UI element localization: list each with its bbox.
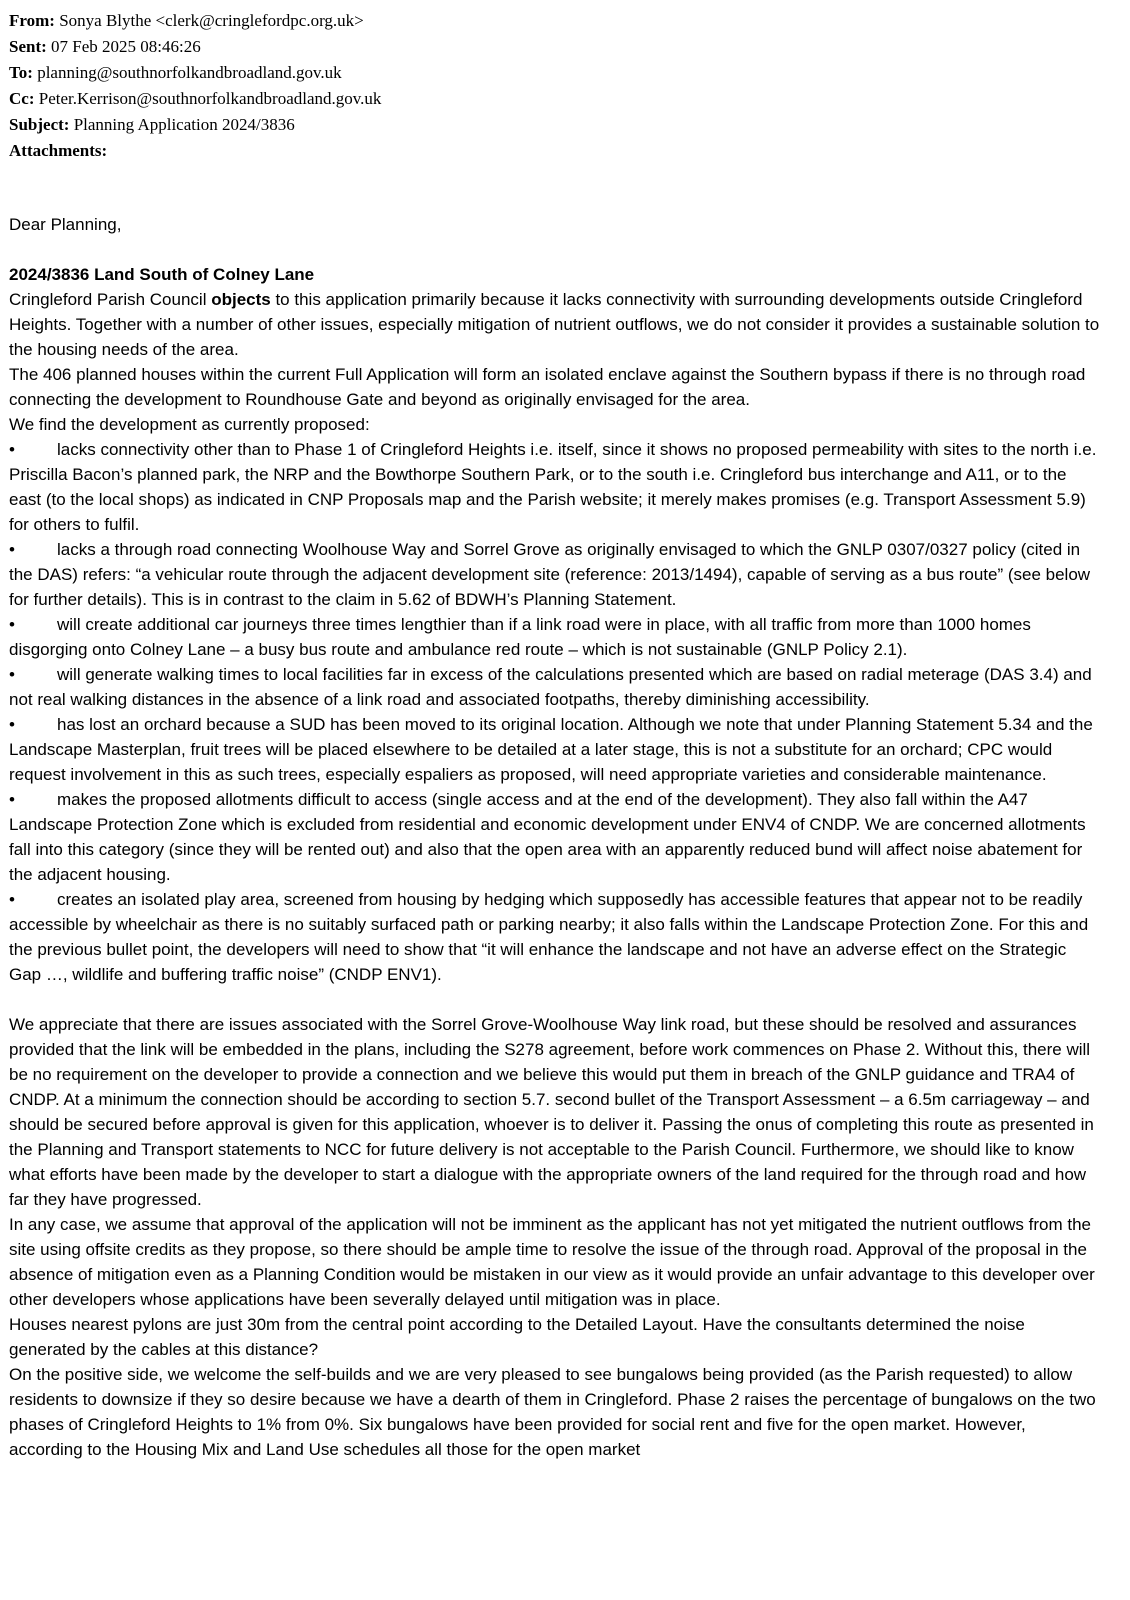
field-value: 07 Feb 2025 08:46:26 bbox=[51, 37, 201, 56]
paragraph-text: to this application primarily because it lacks connectivity with surrounding developments outside Cringleford Heights. Together with a number of other issues, especially mitigation of nutrient outflows, we do not consider it provides a sustainable solution to the housing needs of the area. bbox=[9, 290, 1100, 359]
field-value: Planning Application 2024/3836 bbox=[73, 115, 295, 134]
bullet-item-connectivity: • lacks connectivity other than to Phase 1 of Cringleford Heights i.e. itself, since it shows no proposed permeability with sites to the north i.e. Priscilla Bacon’s planned park, the NRP and the Bowthorpe Southern Park, or to the south i.e. Cringleford bus interchange and A11, or to the east (to the local shops) as indicated in CNP Proposals map and the Parish website; it merely makes promises (e.g. Transport Assessment 5.9) for others to fulfil. bbox=[9, 437, 1100, 537]
bullet-item-through-road: • lacks a through road connecting Woolhouse Way and Sorrel Grove as originally envisaged to which the GNLP 0307/0327 policy (cited in the DAS) refers: “a vehicular route through the adjacent development site (reference: 2013/1494), capable of serving as a bus route” (see below for further details). This is in contrast to the claim in 5.62 of BDWH’s Planning Statement. bbox=[9, 537, 1100, 612]
email-header-field-from bbox=[9, 8, 1100, 34]
email-header-field-attachments bbox=[9, 138, 1100, 164]
email-header bbox=[0, 0, 1130, 164]
mitigation-paragraph: In any case, we assume that approval of the application will not be imminent as the applicant has not yet mitigated the nutrient outflows from the site using offsite credits as they propose, so there should be ample time to resolve the issue of the through road. Approval of the proposal in the absence of mitigation even as a Planning Condition would be mistaken in our view as it would provide an unfair advantage to this developer over other developers whose applications have been severally delayed until mitigation was in place. bbox=[9, 1215, 1095, 1309]
blank-line bbox=[9, 237, 1100, 262]
positive-paragraph: On the positive side, we welcome the self-builds and we are very pleased to see bungalows being provided (as the Parish requested) to allow residents to downsize if they so desire because we have a dearth of them in Cringleford. Phase 2 raises the percentage of bungalows on the two phases of Cringleford Heights to 1% from 0%. Six bungalows have been provided for social rent and five for the open market. However, according to the Housing Mix and Land Use schedules all those for the open market bbox=[9, 1365, 1096, 1459]
email-header-field-to bbox=[9, 60, 1100, 86]
objects-bold-text: objects bbox=[211, 290, 271, 309]
link-road-paragraph: We appreciate that there are issues associated with the Sorrel Grove-Woolhouse Way link road, but these should be resolved and assurances provided that the link will be embedded in the plans, including the S278 agreement, before work commences on Phase 2. Without this, there will be no requirement on the developer to provide a connection and we believe this would put them in breach of the GNLP guidance and TRA4 of CNDP. At a minimum the connection should be according to section 5.7. second bullet of the Transport Assessment – a 6.5m carriageway – and should be secured before approval is given for this application, whoever is to deliver it. Passing the onus of completing this route as presented in the Planning and Transport statements to NCC for future delivery is not acceptable to the Parish Council. Furthermore, we should like to know what efforts have been made by the developer to start a dialogue with the appropriate owners of the land required for the through road and how far they have progressed. bbox=[9, 1015, 1094, 1209]
email-header-field-subject bbox=[9, 112, 1100, 138]
field-label: From: bbox=[9, 11, 55, 30]
pylons-paragraph: Houses nearest pylons are just 30m from the central point according to the Detailed Layout. Have the consultants determined the noise generated by the cables at this distance? bbox=[9, 1315, 1025, 1359]
field-value: Peter.Kerrison@southnorfolkandbroadland.gov.uk bbox=[38, 89, 382, 108]
application-heading: 2024/3836 Land South of Colney Lane bbox=[9, 265, 315, 284]
field-value: planning@southnorfolkandbroadland.gov.uk bbox=[37, 63, 342, 82]
bullet-item-car-journeys: • will create additional car journeys three times lengthier than if a link road were in place, with all traffic from more than 1000 homes disgorging onto Colney Lane – a busy bus route and ambulance red route – which is not sustainable (GNLP Policy 2.1). bbox=[9, 612, 1100, 662]
houses-paragraph: The 406 planned houses within the current Full Application will form an isolated enclave against the Southern bypass if there is no through road connecting the development to Roundhouse Gate and beyond as originally envisaged for the area. bbox=[9, 365, 1086, 409]
field-label: Cc: bbox=[9, 89, 35, 108]
objection-paragraph bbox=[9, 287, 1100, 362]
field-label: Sent: bbox=[9, 37, 47, 56]
email-body bbox=[0, 212, 1130, 1462]
email-header-field-cc bbox=[9, 86, 1100, 112]
email-header-field-sent bbox=[9, 34, 1100, 60]
bullet-item-allotments: • makes the proposed allotments difficult to access (single access and at the end of the development). They also fall within the A47 Landscape Protection Zone which is excluded from residential and economic development under ENV4 of CNDP. We are concerned allotments fall into this category (since they will be rented out) and also that the open area with an apparently reduced bund will affect noise abatement for the adjacent housing. bbox=[9, 787, 1100, 887]
paragraph-text: Cringleford Parish Council bbox=[9, 290, 212, 309]
field-label: To: bbox=[9, 63, 33, 82]
bullet-item-orchard: • has lost an orchard because a SUD has been moved to its original location. Although we note that under Planning Statement 5.34 and the Landscape Masterplan, fruit trees will be placed elsewhere to be detailed at a later stage, this is not a substitute for an orchard; CPC would request involvement in this as such trees, especially espaliers as proposed, will need appropriate varieties and considerable maintenance. bbox=[9, 712, 1100, 787]
bullet-item-walking-times: • will generate walking times to local facilities far in excess of the calculations presented which are based on radial meterage (DAS 3.4) and not real walking distances in the absence of a link road and associated footpaths, thereby diminishing accessibility. bbox=[9, 662, 1100, 712]
field-label: Attachments: bbox=[9, 141, 108, 160]
field-value: Sonya Blythe <clerk@cringlefordpc.org.uk> bbox=[59, 11, 364, 30]
field-label: Subject: bbox=[9, 115, 70, 134]
bullet-item-play-area: • creates an isolated play area, screened from housing by hedging which supposedly has accessible features that appear not to be readily accessible by wheelchair as there is no suitably surfaced path or parking nearby; it also falls within the Landscape Protection Zone. For this and the previous bullet point, the developers will need to show that “it will enhance the landscape and not have an adverse effect on the Strategic Gap …, wildlife and buffering traffic noise” (CNDP ENV1). bbox=[9, 887, 1100, 987]
bullets-intro-paragraph: We find the development as currently proposed: bbox=[9, 415, 370, 434]
blank-line bbox=[9, 987, 1100, 1012]
greeting: Dear Planning, bbox=[9, 215, 122, 234]
